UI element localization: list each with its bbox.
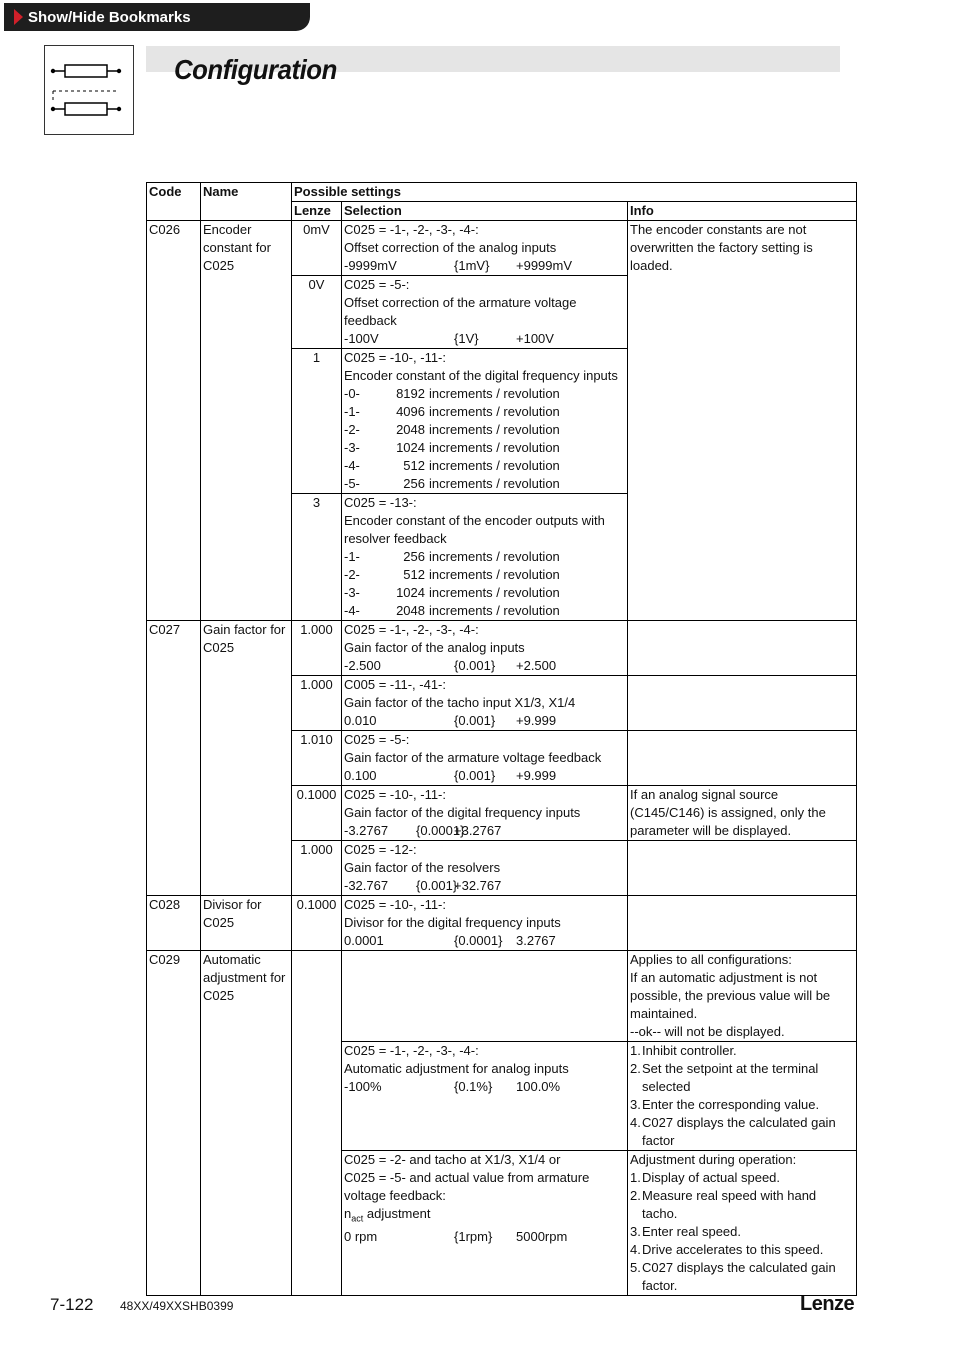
- selection-cell: [342, 621, 628, 676]
- inc-unit: increments / revolution: [429, 440, 560, 455]
- increment-line: [344, 566, 625, 584]
- lenze-cell: 1.000: [292, 621, 342, 676]
- name-cell: Divisor for C025: [201, 896, 292, 951]
- header-possible-settings: Possible settings: [292, 183, 857, 202]
- inc-value: 1024: [396, 585, 425, 600]
- range-max: +2.500: [516, 658, 557, 673]
- info-cell: [628, 1151, 857, 1296]
- step-text: Display of actual speed.: [642, 1170, 781, 1185]
- code-cell: [147, 786, 201, 896]
- selection-line: Automatic adjustment for analog inputs: [344, 1061, 569, 1076]
- selection-line: C025 = -12-:: [344, 842, 417, 857]
- code-cell: C029: [147, 951, 201, 1296]
- info-cell: [628, 494, 857, 621]
- step-text: C027 displays the calculated gain factor.: [642, 1260, 836, 1293]
- info-step: [630, 1042, 854, 1060]
- increment-line: [344, 385, 625, 403]
- configuration-table: [146, 182, 857, 1296]
- range-step: {0.001}: [454, 713, 496, 728]
- range-line: [344, 877, 625, 895]
- header-selection: Selection: [342, 202, 628, 221]
- step-text: Enter the corresponding value.: [642, 1097, 820, 1112]
- selection-line: Gain factor of the armature voltage feedback: [344, 750, 602, 765]
- selection-cell: [342, 841, 628, 896]
- range-max: +3.2767: [454, 823, 502, 838]
- header-code: Code: [147, 183, 201, 221]
- lenze-cell: 0.1000: [292, 786, 342, 841]
- selection-line: C025 = -1-, -2-, -3-, -4-:: [344, 1043, 479, 1058]
- range-min: -3.2767: [344, 823, 389, 838]
- increment-line: [344, 439, 625, 457]
- step-number: 5.: [630, 1260, 641, 1275]
- selection-line: C025 = -1-, -2-, -3-, -4-:: [344, 622, 479, 637]
- table-row: [147, 896, 857, 951]
- range-min: 0.100: [344, 768, 377, 783]
- selection-line: C025 = -2- and tacho at X1/3, X1/4 or: [344, 1152, 561, 1167]
- page-number: 7-122: [50, 1295, 94, 1314]
- step-number: 1.: [630, 1043, 641, 1058]
- header-lenze: Lenze: [292, 202, 342, 221]
- info-step: [630, 1114, 854, 1150]
- range-max: 5000rpm: [516, 1228, 568, 1244]
- increment-line: [344, 584, 625, 602]
- inc-value: 256: [403, 549, 425, 564]
- range-step: {1V}: [454, 331, 479, 346]
- code-cell: C027: [147, 621, 201, 786]
- range-max: +100V: [516, 331, 554, 346]
- info-cell: The encoder constants are not overwritten the factory setting is loaded.: [628, 221, 857, 494]
- selection-line: C025 = -1-, -2-, -3-, -4-:: [344, 222, 479, 237]
- inc-value: 1024: [396, 440, 425, 455]
- inc-code: -0-: [344, 386, 360, 401]
- range-line: [344, 1078, 625, 1096]
- range-line: [344, 822, 625, 840]
- range-step: {1rpm}: [454, 1228, 493, 1244]
- range-line: [344, 1228, 625, 1246]
- selection-line: C025 = -10-, -11-:: [344, 897, 447, 912]
- range-line: [344, 932, 625, 950]
- selection-line: C025 = -5-:: [344, 277, 410, 292]
- range-max: +9.999: [516, 768, 557, 783]
- info-line: --ok-- will not be displayed.: [630, 1024, 785, 1039]
- range-min: -2.500: [344, 658, 381, 673]
- selection-line: Gain factor of the resolvers: [344, 860, 501, 875]
- info-cell: If an analog signal source (C145/C146) is assigned, only the parameter will be displayed.: [628, 786, 857, 841]
- lenze-cell: 1: [292, 349, 342, 494]
- range-min: -100V: [344, 331, 379, 346]
- step-text: Enter real speed.: [642, 1224, 742, 1239]
- info-step: [630, 1223, 854, 1241]
- selection-cell: [342, 276, 628, 349]
- chapter-icon: [44, 45, 134, 135]
- table-row: [147, 786, 857, 841]
- increment-line: [344, 548, 625, 566]
- selection-line: Offset correction of the analog inputs: [344, 240, 557, 255]
- table-row: [147, 621, 857, 676]
- arrow-right-icon: [14, 9, 23, 25]
- brand-logo: Lenze: [800, 1293, 855, 1315]
- selection-line: Encoder constant of the digital frequency inputs: [344, 368, 618, 383]
- info-step: [630, 1060, 854, 1096]
- range-step: {0.1%}: [454, 1079, 493, 1094]
- inc-code: -2-: [344, 422, 360, 437]
- range-line: [344, 330, 625, 348]
- step-text: Measure real speed with hand tacho.: [642, 1188, 817, 1221]
- inc-code: -4-: [344, 603, 360, 618]
- selection-cell: [342, 221, 628, 276]
- increment-line: [344, 602, 625, 620]
- code-cell: C026: [147, 221, 201, 494]
- lenze-cell: 1.000: [292, 676, 342, 731]
- bookmark-label: Show/Hide Bookmarks: [28, 8, 191, 26]
- info-cell: [628, 676, 857, 731]
- info-step: [630, 1169, 854, 1187]
- increment-line: [344, 475, 625, 493]
- range-min: 0.010: [344, 713, 377, 728]
- range-max: +32.767: [454, 878, 502, 893]
- increment-line: [344, 457, 625, 475]
- step-number: 3.: [630, 1224, 641, 1239]
- selection-line: Encoder constant of the encoder outputs with resolver feedback: [344, 513, 605, 546]
- code-cell: C028: [147, 896, 201, 951]
- range-min: 0 rpm: [344, 1228, 378, 1244]
- info-step: [630, 1096, 854, 1114]
- inc-value: 4096: [396, 404, 425, 419]
- info-cell: [628, 841, 857, 896]
- inc-unit: increments / revolution: [429, 476, 560, 491]
- range-step: {0.0001}: [416, 823, 465, 838]
- step-number: 2.: [630, 1061, 641, 1076]
- lenze-cell: 1.010: [292, 731, 342, 786]
- document-id: 48XX/49XXSHB0399: [120, 1299, 234, 1313]
- range-min: -9999mV: [344, 258, 397, 273]
- lenze-cell: 3: [292, 494, 342, 621]
- info-cell: [628, 1042, 857, 1151]
- range-min: -100%: [344, 1079, 382, 1094]
- step-text: C027 displays the calculated gain factor: [642, 1115, 836, 1148]
- selection-line: C025 = -10-, -11-:: [344, 787, 447, 802]
- selection-cell: [342, 676, 628, 731]
- step-number: 3.: [630, 1097, 641, 1112]
- code-cell: [147, 494, 201, 621]
- range-step: {0.001}: [454, 768, 496, 783]
- inc-value: 256: [403, 476, 425, 491]
- inc-value: 512: [403, 567, 425, 582]
- inc-unit: increments / revolution: [429, 422, 560, 437]
- selection-line: Divisor for the digital frequency inputs: [344, 915, 561, 930]
- name-cell: Encoder constant for C025: [201, 221, 292, 494]
- inc-value: 2048: [396, 422, 425, 437]
- header-row: [147, 183, 857, 202]
- selection-line: C025 = -13-:: [344, 495, 417, 510]
- range-max: +9999mV: [516, 258, 573, 273]
- inc-code: -3-: [344, 585, 360, 600]
- lenze-cell: 0mV: [292, 221, 342, 276]
- circuit-diagram-icon: [45, 46, 133, 134]
- info-step: [630, 1259, 854, 1295]
- lenze-cell: [292, 951, 342, 1296]
- inc-code: -4-: [344, 458, 360, 473]
- selection-cell: [342, 786, 628, 841]
- inc-unit: increments / revolution: [429, 404, 560, 419]
- lenze-cell: 1.000: [292, 841, 342, 896]
- range-line: [344, 657, 625, 675]
- selection-cell: [342, 494, 628, 621]
- page-title: Configuration: [174, 54, 337, 85]
- range-line: [344, 767, 625, 785]
- table-row: [147, 221, 857, 276]
- range-line: [344, 257, 625, 275]
- increment-line: [344, 403, 625, 421]
- inc-value: 8192: [396, 386, 425, 401]
- selection-line: Gain factor of the digital frequency inputs: [344, 805, 581, 820]
- table-row: [147, 494, 857, 621]
- inc-value: 2048: [396, 603, 425, 618]
- selection-line: C025 = -5-:: [344, 732, 410, 747]
- name-cell: Gain factor for C025: [201, 621, 292, 786]
- step-text: Set the setpoint at the terminal selected: [642, 1061, 819, 1094]
- range-max: 100.0%: [516, 1079, 561, 1094]
- inc-unit: increments / revolution: [429, 567, 560, 582]
- range-step: {0.0001}: [454, 933, 503, 948]
- inc-unit: increments / revolution: [429, 603, 560, 618]
- inc-code: -2-: [344, 567, 360, 582]
- n-symbol: n: [344, 1206, 352, 1221]
- lenze-cell: 0V: [292, 276, 342, 349]
- info-line: If an automatic adjustment is not possible, the previous value will be maintained.: [630, 970, 831, 1021]
- step-number: 1.: [630, 1170, 641, 1185]
- increment-line: [344, 421, 625, 439]
- table-row: [147, 951, 857, 1042]
- inc-unit: increments / revolution: [429, 549, 560, 564]
- info-step: [630, 1241, 854, 1259]
- header-info: Info: [628, 202, 857, 221]
- info-cell: [628, 621, 857, 676]
- range-step: {1mV}: [454, 258, 490, 273]
- inc-unit: increments / revolution: [429, 585, 560, 600]
- range-step: {0.001}: [416, 878, 458, 893]
- step-number: 2.: [630, 1188, 641, 1203]
- selection-cell: [342, 349, 628, 494]
- info-step: [630, 1187, 854, 1223]
- info-line: Applies to all configurations:: [630, 952, 792, 967]
- inc-unit: increments / revolution: [429, 386, 560, 401]
- info-line: Adjustment during operation:: [630, 1152, 797, 1167]
- inc-value: 512: [403, 458, 425, 473]
- selection-cell: [342, 1042, 628, 1151]
- adjustment-text: adjustment: [363, 1206, 431, 1221]
- selection-cell: [342, 1151, 628, 1296]
- range-min: 0.0001: [344, 933, 384, 948]
- selection-line: [344, 1205, 625, 1228]
- selection-line: C005 = -11-, -41-:: [344, 677, 447, 692]
- range-step: {0.001}: [454, 658, 496, 673]
- range-max: 3.2767: [516, 933, 556, 948]
- range-min: -32.767: [344, 878, 389, 893]
- name-cell: [201, 786, 292, 896]
- step-number: 4.: [630, 1242, 641, 1257]
- name-cell: Automatic adjustment for C025: [201, 951, 292, 1296]
- inc-code: -3-: [344, 440, 360, 455]
- header-name: Name: [201, 183, 292, 221]
- selection-cell: [342, 951, 628, 1042]
- selection-line: Gain factor of the analog inputs: [344, 640, 525, 655]
- selection-line: Gain factor of the tacho input X1/3, X1/4: [344, 695, 576, 710]
- step-text: Inhibit controller.: [642, 1043, 737, 1058]
- info-cell: [628, 731, 857, 786]
- selection-line: C025 = -5- and actual value from armature voltage feedback:: [344, 1170, 590, 1203]
- info-cell: [628, 896, 857, 951]
- inc-code: -1-: [344, 404, 360, 419]
- inc-code: -5-: [344, 476, 360, 491]
- range-max: +9.999: [516, 713, 557, 728]
- selection-cell: [342, 896, 628, 951]
- step-text: Drive accelerates to this speed.: [642, 1242, 824, 1257]
- inc-unit: increments / revolution: [429, 458, 560, 473]
- range-line: [344, 712, 625, 730]
- lenze-cell: 0.1000: [292, 896, 342, 951]
- selection-line: Offset correction of the armature voltage feedback: [344, 295, 577, 328]
- info-cell: [628, 951, 857, 1042]
- show-hide-bookmarks-button[interactable]: [4, 3, 310, 31]
- selection-cell: [342, 731, 628, 786]
- selection-line: C025 = -10-, -11-:: [344, 350, 447, 365]
- inc-code: -1-: [344, 549, 360, 564]
- act-subscript: act: [351, 1213, 364, 1224]
- name-cell: [201, 494, 292, 621]
- step-number: 4.: [630, 1115, 641, 1130]
